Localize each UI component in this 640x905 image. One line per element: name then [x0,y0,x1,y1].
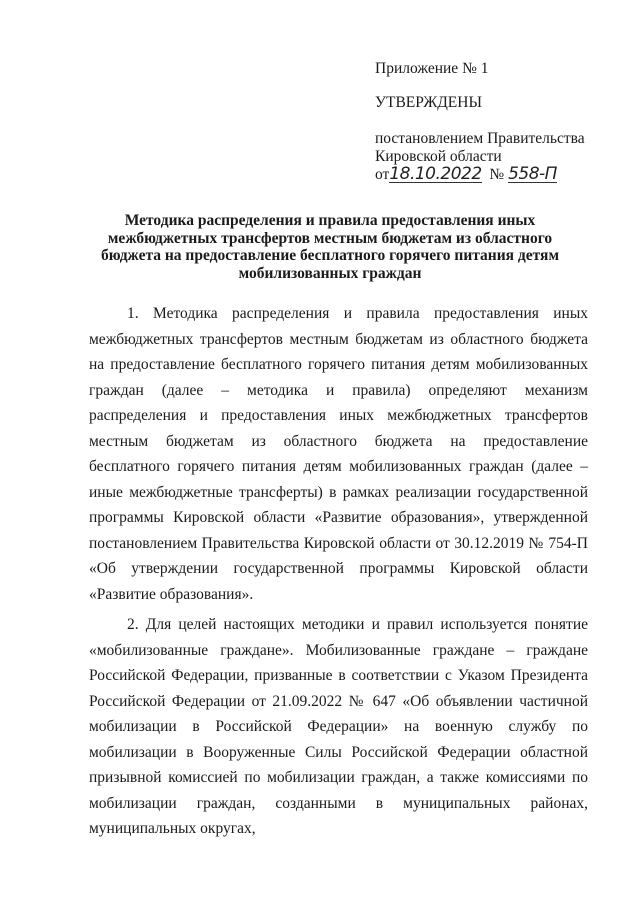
date-prefix: от [375,166,390,183]
approved-heading: УТВЕРЖДЕНЫ [375,94,482,111]
document-title: Методика распределения и правила предоставления иных межбюджетных трансфертов местным бюджетам из областного бюджета на предоставление бесплатного горячего питания детям мобилизованных граждан [100,212,559,282]
handwritten-date: 18.10.2022 [389,164,482,184]
number-prefix: № [489,166,505,183]
handwritten-number: 558-П [508,164,557,184]
paragraph-2: 2. Для целей настоящих методики и правил используется понятие «мобилизованные граждане». Мобилизованные граждане – граждане Российской Федерации, призванные в соответствии с Указом Президента Российской Федерации от 21.09.2022 № 647 «Об объявлении частичной мобилизации в Российской Федерации» на военную службу по мобилизации в Вооруженные Силы Российской Федерации областной призывной комиссией по мобилизации граждан, а также комиссиями по мобилизации граждан, созданными в муниципальных районах, муниципальных округах, [89,616,588,837]
decree-date-line [375,166,625,184]
document-body [89,301,588,842]
appendix-label: Приложение № 1 [375,60,489,77]
paragraph-1: 1. Методика распределения и правила предоставления иных межбюджетных трансфертов местным бюджетам из областного бюджета на предоставление бесплатного горячего питания детям мобилизованных граждан (далее – методика и правила) определяют механизм распределения и предоставления иных межбюджетных трансфертов местным бюджетам из областного бюджета на предоставление бесплатного горячего питания детям мобилизованных граждан (далее – иные межбюджетные трансферты) в рамках реализации государственной программы Кировской области «Развитие образования», утвержденной постановлением Правительства Кировской области от 30.12.2019 № 754-П «Об утверждении государственной программы Кировской области «Развитие образования». [89,305,588,603]
decree-line-1: постановлением Правительства [375,130,585,147]
decree-line-2: Кировской области [375,148,502,165]
approval-block [375,60,625,184]
